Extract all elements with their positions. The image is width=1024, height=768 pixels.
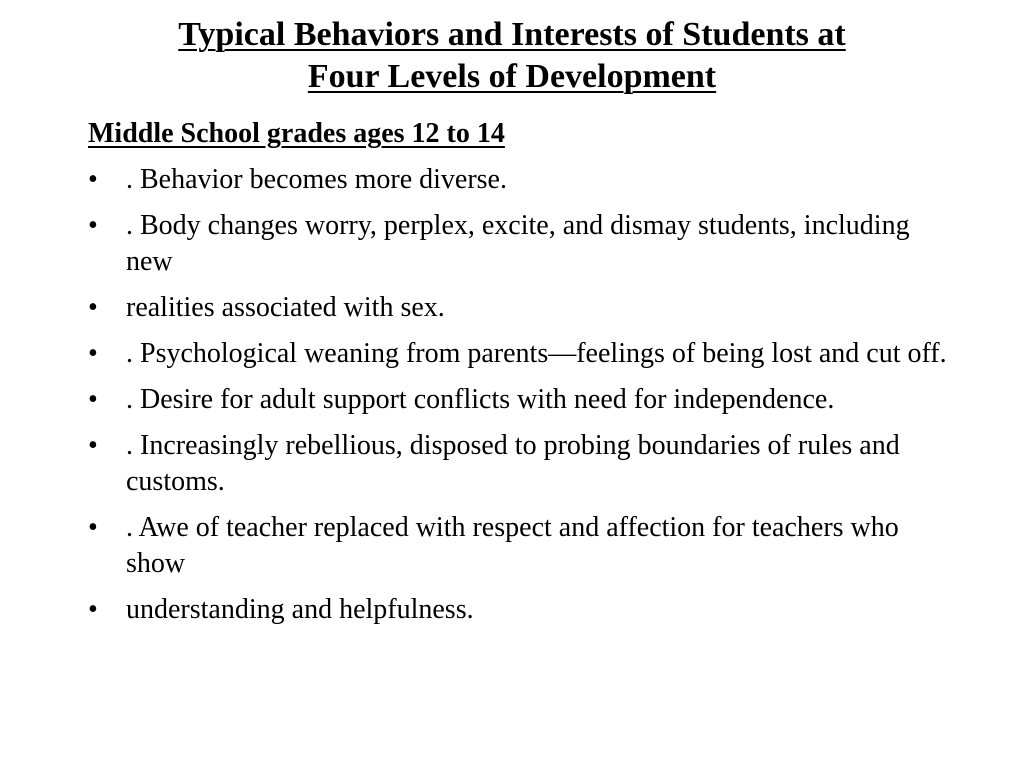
slide-title-line-2: Four Levels of Development (307, 58, 717, 95)
bullet-icon: • (88, 384, 98, 415)
bullet-item (88, 208, 948, 280)
bullet-icon: • (88, 292, 98, 323)
bullet-item (88, 382, 948, 418)
bullet-icon: • (88, 594, 98, 625)
slide-title (60, 14, 964, 98)
bullet-icon: • (88, 338, 98, 369)
bullet-item (88, 592, 948, 628)
bullet-icon: • (88, 430, 98, 461)
bullet-text: . Body changes worry, perplex, excite, and dismay students, including new (126, 210, 910, 277)
bullet-text: realities associated with sex. (126, 292, 445, 323)
bullet-item (88, 510, 948, 582)
bullet-item (88, 290, 948, 326)
bullet-icon: • (88, 210, 98, 241)
bullet-icon: • (88, 164, 98, 195)
bullet-icon: • (88, 512, 98, 543)
bullet-list (88, 162, 948, 638)
bullet-text: understanding and helpfulness. (126, 594, 474, 625)
bullet-text: . Increasingly rebellious, disposed to probing boundaries of rules and customs. (126, 430, 900, 497)
bullet-text: . Desire for adult support conflicts with need for independence. (126, 384, 835, 415)
bullet-item (88, 162, 948, 198)
slide-title-line-1: Typical Behaviors and Interests of Students at (178, 16, 846, 53)
bullet-text: . Awe of teacher replaced with respect and affection for teachers who show (126, 512, 899, 579)
bullet-text: . Behavior becomes more diverse. (126, 164, 507, 195)
section-heading: Middle School grades ages 12 to 14 (88, 118, 505, 149)
bullet-item (88, 336, 948, 372)
bullet-item (88, 428, 948, 500)
bullet-text: . Psychological weaning from parents—feelings of being lost and cut off. (126, 338, 947, 369)
